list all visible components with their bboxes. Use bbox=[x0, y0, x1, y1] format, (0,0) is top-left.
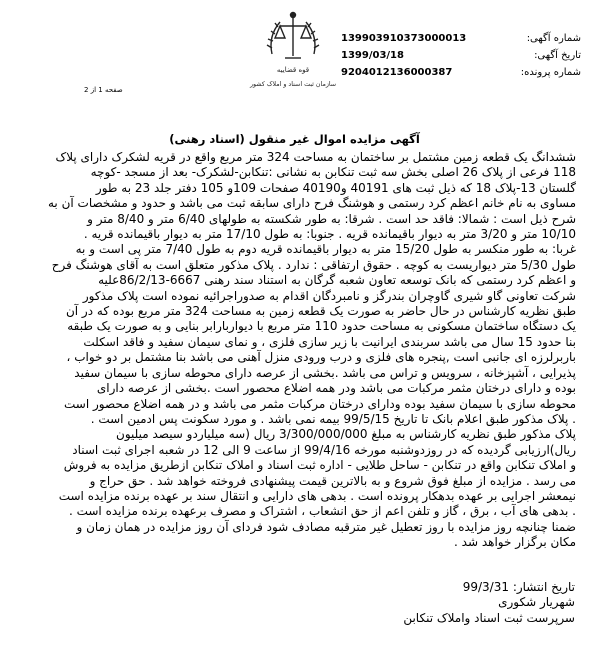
body-line: و اعظم کرد رستمی که بانک توسعه تعاون شعبه گرگان به استناد سند رهنی 6667-86/2/13علیه bbox=[98, 273, 576, 288]
publish-date: تاریخ انتشار: 99/3/31 bbox=[462, 580, 575, 594]
body-line: می رسد . مزایده از مبلغ فوق شروع و به بالاترین قیمت پیشنهادی فروخته خواهد شد . حق حراج و bbox=[89, 473, 576, 488]
body-line: ریال)ارزیابی گردیده که در روزدوشنبه مورخه 99/4/16 از ساعت 9 الی 12 در شعبه اجرای ثبت اسناد bbox=[72, 442, 576, 457]
body-line: شرح ذیل است : شمالا: فاقد حد است . شرقا: به طور شکسته به طولهای 6/40 متر و 8/40 متر و bbox=[87, 211, 576, 226]
ad-date-row bbox=[341, 47, 581, 64]
body-line: ششدانگ یک قطعه زمین مشتمل بر ساختمان به مساحت 324 متر مربع واقع در قریه لشکرک دارای پلاک bbox=[55, 150, 576, 164]
ad-number-row bbox=[341, 30, 581, 47]
signatory-name: شهریار شکوری bbox=[498, 595, 575, 610]
body-line: بنا حدود 15 سال می باشد سربندی ایرانیت با زیر سازی فلزی ، و نمای سیمان سفید و فاقد اسکلت bbox=[83, 334, 576, 349]
body-line: بوده و دارای درختان مثمر مرکبات می باشد ودر همه اضلاع محصور است .بخشی از عرصه دارای bbox=[96, 381, 576, 396]
body-line: باربرلرزه ای جانبی است ,پنجره های فلزی و درب ورودی منزل آهنی می باشد بنا مشتمل بر دو خواب ، bbox=[66, 350, 576, 365]
body-line: مساوی به نام خانم اعظم کرد رستمی و هوشنگ فرح دارای سابقه ثبت می باشد و حدود و مشخصات آن به bbox=[48, 196, 576, 211]
emblem-caption: قوه قضاییه bbox=[276, 66, 310, 74]
body-line: مکان برگزار خواهد شد . bbox=[454, 535, 576, 550]
ad-number-value: 139903910373000013 bbox=[341, 33, 467, 44]
signature-block bbox=[0, 580, 575, 626]
body-line: یک دستگاه ساختمان مسکونی به مساحت حدود 110 متر مربع با دیواربارابر بنایی و به صورت یک طبقه bbox=[67, 319, 576, 334]
body-line: 10/10 متر و 3/20 متر به دیوار باقیمانده قریه . جنوبا: به طول 17/10 متر به دیوار باقیمانده قریه . bbox=[83, 227, 576, 242]
body-line: ضمنا چنانچه روز مزایده با روز تعطیل غیر مترقبه مصادف شود فردای آن روز مزایده در همان زمان و bbox=[76, 519, 576, 534]
emblem-subcaption: سازمان ثبت اسناد و املاک کشور bbox=[249, 81, 337, 88]
document-body bbox=[14, 150, 576, 551]
ad-number-label: شماره آگهی: bbox=[526, 33, 581, 44]
body-line: نیمعشر اجرایی بر عهده بدهکار پرونده است . بدهی های دارایی و انتقال سند بر عهده برنده مزایده است bbox=[58, 488, 576, 503]
body-line: پلاک مذکور طبق نظریه کارشناس به مبلغ 3/300/000/000 ریال (سه میلیاردو سیصد میلیون bbox=[116, 427, 576, 442]
document-title: آگهی مزایده اموال غیر منقول (اسناد رهنی) bbox=[169, 132, 420, 146]
judiciary-emblem-logo bbox=[249, 6, 337, 94]
body-line: . پلاک مذکور طبق اعلام بانک تا تاریخ 99/5/15 بیمه نمی باشد . و مورد سکونت پس ادمین است . bbox=[90, 411, 576, 426]
ad-date-label: تاریخ آگهی: bbox=[534, 50, 581, 61]
body-line: شرکت تعاونی گاو شیری گاوچران بندرگز و نامبردگان اقدام به صدوراجرائیه نموده است پلاک مذکور bbox=[82, 288, 576, 303]
body-line: پذیرایی ، آشپزخانه ، سرویس و تراس می باشد .بخشی از عرصه دارای محوطه سازی با سیمان سفید bbox=[74, 365, 576, 380]
body-line: طول 5/30 متر دیواریست به کوچه . حقوق ارتفاقی : ندارد . پلاک مذکور متعلق است به آقای هوشنگ فرح bbox=[51, 257, 576, 272]
signatory-position: سرپرست ثبت اسناد واملاک تنکابن bbox=[403, 610, 575, 625]
body-line: طبق نظریه کارشناس در حال حاضر به صورت یک قطعه زمین به مساحت 324 متر مربع بوده که در آن bbox=[65, 304, 576, 319]
file-number-row bbox=[341, 64, 581, 81]
body-line: غربا: به طور منکسر به طول 15/20 متر به دیوار باقیمانده قریه دوم به طول 7/40 متر پی است و به bbox=[75, 242, 576, 257]
file-number-value: 9204012136000387 bbox=[341, 67, 453, 78]
body-line: محوطه سازی با سیمان سفید بوده ودارای درختان مرکبات مثمر می باشد و در همه اضلاع محصور است bbox=[64, 396, 576, 411]
body-line: 118 فرعی از پلاک 26 اصلی بخش سه ثبت تنکابن به نشانی :تنکابن-لشکرک- بعد از مسجد -کوچه bbox=[90, 165, 576, 180]
file-number-label: شماره پرونده: bbox=[520, 67, 581, 78]
ad-metadata bbox=[341, 30, 581, 81]
body-line: و املاک تنکابن واقع در تنکابن - ساحل طلایی - اداره ثبت اسناد و املاک تنکابن ازطریق مزایده به فروش bbox=[63, 458, 576, 473]
body-line: . بدهی های آب ، برق ، گاز و تلفن اعم از حق انشعاب ، اشتراک و مصرف برعهده برنده مزایده است . bbox=[68, 504, 576, 519]
page-number: صفحه 1 از 2 bbox=[84, 86, 123, 94]
ad-date-value: 1399/03/18 bbox=[341, 50, 404, 61]
body-line: گلستان 13-پلاک 18 که ذیل ثبت های 40191 و40190 صفحات 109و 105 دفتر جلد 23 به طور bbox=[95, 180, 576, 195]
